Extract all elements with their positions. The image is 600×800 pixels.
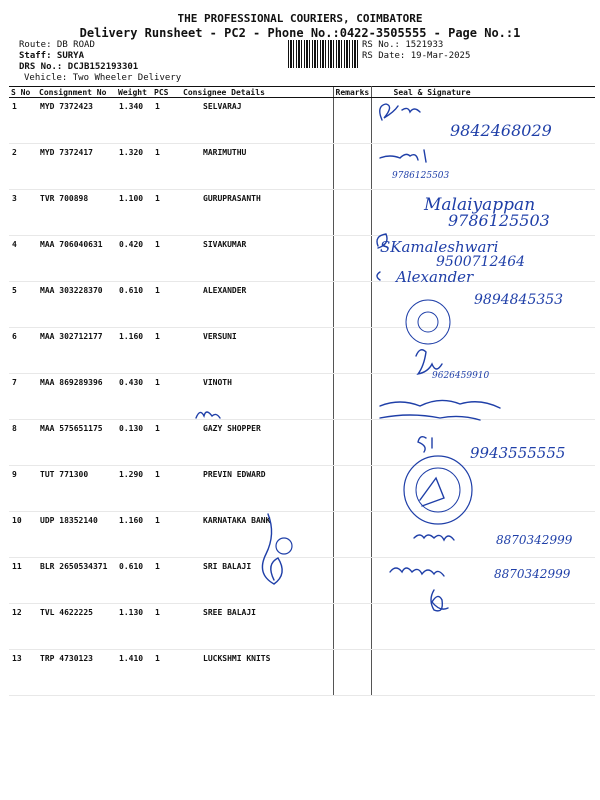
rs-number: RS No.: 1521933 xyxy=(362,40,444,50)
cell-seal-signature xyxy=(371,650,595,696)
cell-pcs: 1 xyxy=(152,236,181,282)
cell-sno: 6 xyxy=(9,328,37,374)
cell-consignee: SELVARAJ xyxy=(181,98,333,144)
cell-remarks xyxy=(333,144,371,190)
cell-remarks xyxy=(333,558,371,604)
drs-value: DCJB152193301 xyxy=(67,62,139,72)
handwritten-phone-row-9: 9943555555 xyxy=(470,444,566,462)
cell-consignment: TVL 4622225 xyxy=(37,604,116,650)
cell-consignment: UDP 18352140 xyxy=(37,512,116,558)
handwritten-phone-row-3: 9786125503 xyxy=(448,211,550,230)
cell-weight: 0.420 xyxy=(116,236,152,282)
cell-consignee: SIVAKUMAR xyxy=(181,236,333,282)
cell-seal-signature xyxy=(371,512,595,558)
route-label: Route: DB ROAD xyxy=(19,40,95,50)
cell-consignee: KARNATAKA BANK xyxy=(181,512,333,558)
table-row xyxy=(9,420,595,466)
cell-consignment: MYD 7372423 xyxy=(37,98,116,144)
handwritten-phone-row-4: 9500712464 xyxy=(436,254,526,270)
cell-sno: 4 xyxy=(9,236,37,282)
cell-consignment: MAA 869289396 xyxy=(37,374,116,420)
handwritten-phone-row-2: 9786125503 xyxy=(392,171,450,181)
handwritten-phone-row-5: 9894845353 xyxy=(474,292,564,308)
cell-weight: 1.410 xyxy=(116,650,152,696)
cell-sno: 2 xyxy=(9,144,37,190)
col-weight: Weight xyxy=(116,87,152,98)
cell-sno: 7 xyxy=(9,374,37,420)
handwritten-phone-row-1: 9842468029 xyxy=(450,121,552,140)
cell-pcs: 1 xyxy=(152,190,181,236)
cell-seal-signature xyxy=(371,420,595,466)
col-remarks: Remarks xyxy=(333,87,371,98)
cell-consignee: ALEXANDER xyxy=(181,282,333,328)
col-sno: S No xyxy=(9,87,37,98)
rs-date: RS Date: 19-Mar-2025 xyxy=(362,51,471,61)
cell-seal-signature xyxy=(371,98,595,144)
table-row xyxy=(9,98,595,144)
cell-consignment: MAA 302712177 xyxy=(37,328,116,374)
cell-remarks xyxy=(333,512,371,558)
cell-seal-signature xyxy=(371,328,595,374)
cell-seal-signature xyxy=(371,144,595,190)
cell-seal-signature xyxy=(371,374,595,420)
cell-seal-signature xyxy=(371,236,595,282)
col-seal-signature: Seal & Signature xyxy=(371,87,595,98)
col-pcs: PCS xyxy=(152,87,181,98)
cell-sno: 9 xyxy=(9,466,37,512)
cell-weight: 1.100 xyxy=(116,190,152,236)
cell-weight: 1.130 xyxy=(116,604,152,650)
cell-consignee: LUCKSHMI KNITS xyxy=(181,650,333,696)
handwritten-name-row-5: Alexander xyxy=(396,268,474,286)
cell-remarks xyxy=(333,236,371,282)
cell-consignee: GURUPRASANTH xyxy=(181,190,333,236)
cell-weight: 1.340 xyxy=(116,98,152,144)
drs-label: DRS No.: xyxy=(19,62,63,72)
cell-remarks xyxy=(333,328,371,374)
table-row xyxy=(9,604,595,650)
table-row xyxy=(9,328,595,374)
cell-consignee: MARIMUTHU xyxy=(181,144,333,190)
cell-remarks xyxy=(333,604,371,650)
table-row xyxy=(9,144,595,190)
handwritten-phone-row-11: 8870342999 xyxy=(496,533,573,547)
cell-pcs: 1 xyxy=(152,282,181,328)
cell-weight: 0.130 xyxy=(116,420,152,466)
cell-sno: 10 xyxy=(9,512,37,558)
cell-consignment: TUT 771300 xyxy=(37,466,116,512)
cell-pcs: 1 xyxy=(152,604,181,650)
cell-weight: 0.610 xyxy=(116,282,152,328)
table-row xyxy=(9,650,595,696)
cell-consignment: TRP 4730123 xyxy=(37,650,116,696)
cell-weight: 0.610 xyxy=(116,558,152,604)
drs-number xyxy=(19,62,138,73)
table-row xyxy=(9,512,595,558)
handwritten-name-row-3: Malaiyappan xyxy=(424,195,536,215)
cell-remarks xyxy=(333,374,371,420)
runsheet-subtitle: Delivery Runsheet - PC2 - Phone No.:0422-3505555 - Page No.:1 xyxy=(79,26,521,40)
cell-pcs: 1 xyxy=(152,558,181,604)
handwritten-phone-row-12: 8870342999 xyxy=(494,567,571,581)
cell-sno: 8 xyxy=(9,420,37,466)
table-row xyxy=(9,374,595,420)
cell-remarks xyxy=(333,98,371,144)
cell-consignment: MAA 575651175 xyxy=(37,420,116,466)
staff-label: Staff: SURYA xyxy=(19,51,85,61)
cell-remarks xyxy=(333,466,371,512)
table-row xyxy=(9,558,595,604)
cell-weight: 0.430 xyxy=(116,374,152,420)
cell-seal-signature xyxy=(371,466,595,512)
cell-remarks xyxy=(333,420,371,466)
cell-sno: 12 xyxy=(9,604,37,650)
cell-sno: 13 xyxy=(9,650,37,696)
cell-remarks xyxy=(333,650,371,696)
cell-consignment: MAA 303228370 xyxy=(37,282,116,328)
company-title: THE PROFESSIONAL COURIERS, COIMBATORE xyxy=(177,12,423,25)
cell-pcs: 1 xyxy=(152,374,181,420)
cell-sno: 3 xyxy=(9,190,37,236)
table-row xyxy=(9,236,595,282)
cell-pcs: 1 xyxy=(152,512,181,558)
table-row xyxy=(9,190,595,236)
table-header-row xyxy=(9,87,595,98)
cell-consignment: MYD 7372417 xyxy=(37,144,116,190)
barcode xyxy=(288,40,358,68)
cell-pcs: 1 xyxy=(152,650,181,696)
cell-seal-signature xyxy=(371,604,595,650)
runsheet-table xyxy=(9,86,595,696)
cell-consignment: MAA 706040631 xyxy=(37,236,116,282)
cell-consignee: VINOTH xyxy=(181,374,333,420)
table-row xyxy=(9,282,595,328)
cell-weight: 1.290 xyxy=(116,466,152,512)
cell-consignee: SREE BALAJI xyxy=(181,604,333,650)
cell-consignee: GAZY SHOPPER xyxy=(181,420,333,466)
cell-seal-signature xyxy=(371,282,595,328)
col-consignment: Consignment No xyxy=(37,87,116,98)
cell-pcs: 1 xyxy=(152,144,181,190)
table-row xyxy=(9,466,595,512)
cell-weight: 1.160 xyxy=(116,328,152,374)
cell-consignee: SRI BALAJI xyxy=(181,558,333,604)
cell-remarks xyxy=(333,282,371,328)
cell-pcs: 1 xyxy=(152,466,181,512)
cell-consignment: BLR 2650534371 xyxy=(37,558,116,604)
cell-weight: 1.160 xyxy=(116,512,152,558)
cell-sno: 1 xyxy=(9,98,37,144)
cell-pcs: 1 xyxy=(152,98,181,144)
cell-remarks xyxy=(333,190,371,236)
cell-consignee: PREVIN EDWARD xyxy=(181,466,333,512)
cell-pcs: 1 xyxy=(152,328,181,374)
cell-pcs: 1 xyxy=(152,420,181,466)
col-consignee: Consignee Details xyxy=(181,87,333,98)
cell-seal-signature xyxy=(371,190,595,236)
cell-weight: 1.320 xyxy=(116,144,152,190)
cell-seal-signature xyxy=(371,558,595,604)
cell-sno: 5 xyxy=(9,282,37,328)
cell-sno: 11 xyxy=(9,558,37,604)
handwritten-name-row-4: SKamaleshwari xyxy=(380,238,499,256)
cell-consignment: TVR 700898 xyxy=(37,190,116,236)
vehicle-label: Vehicle: Two Wheeler Delivery xyxy=(24,73,182,83)
cell-consignee: VERSUNI xyxy=(181,328,333,374)
handwritten-phone-row-7: 9626459910 xyxy=(432,371,490,381)
